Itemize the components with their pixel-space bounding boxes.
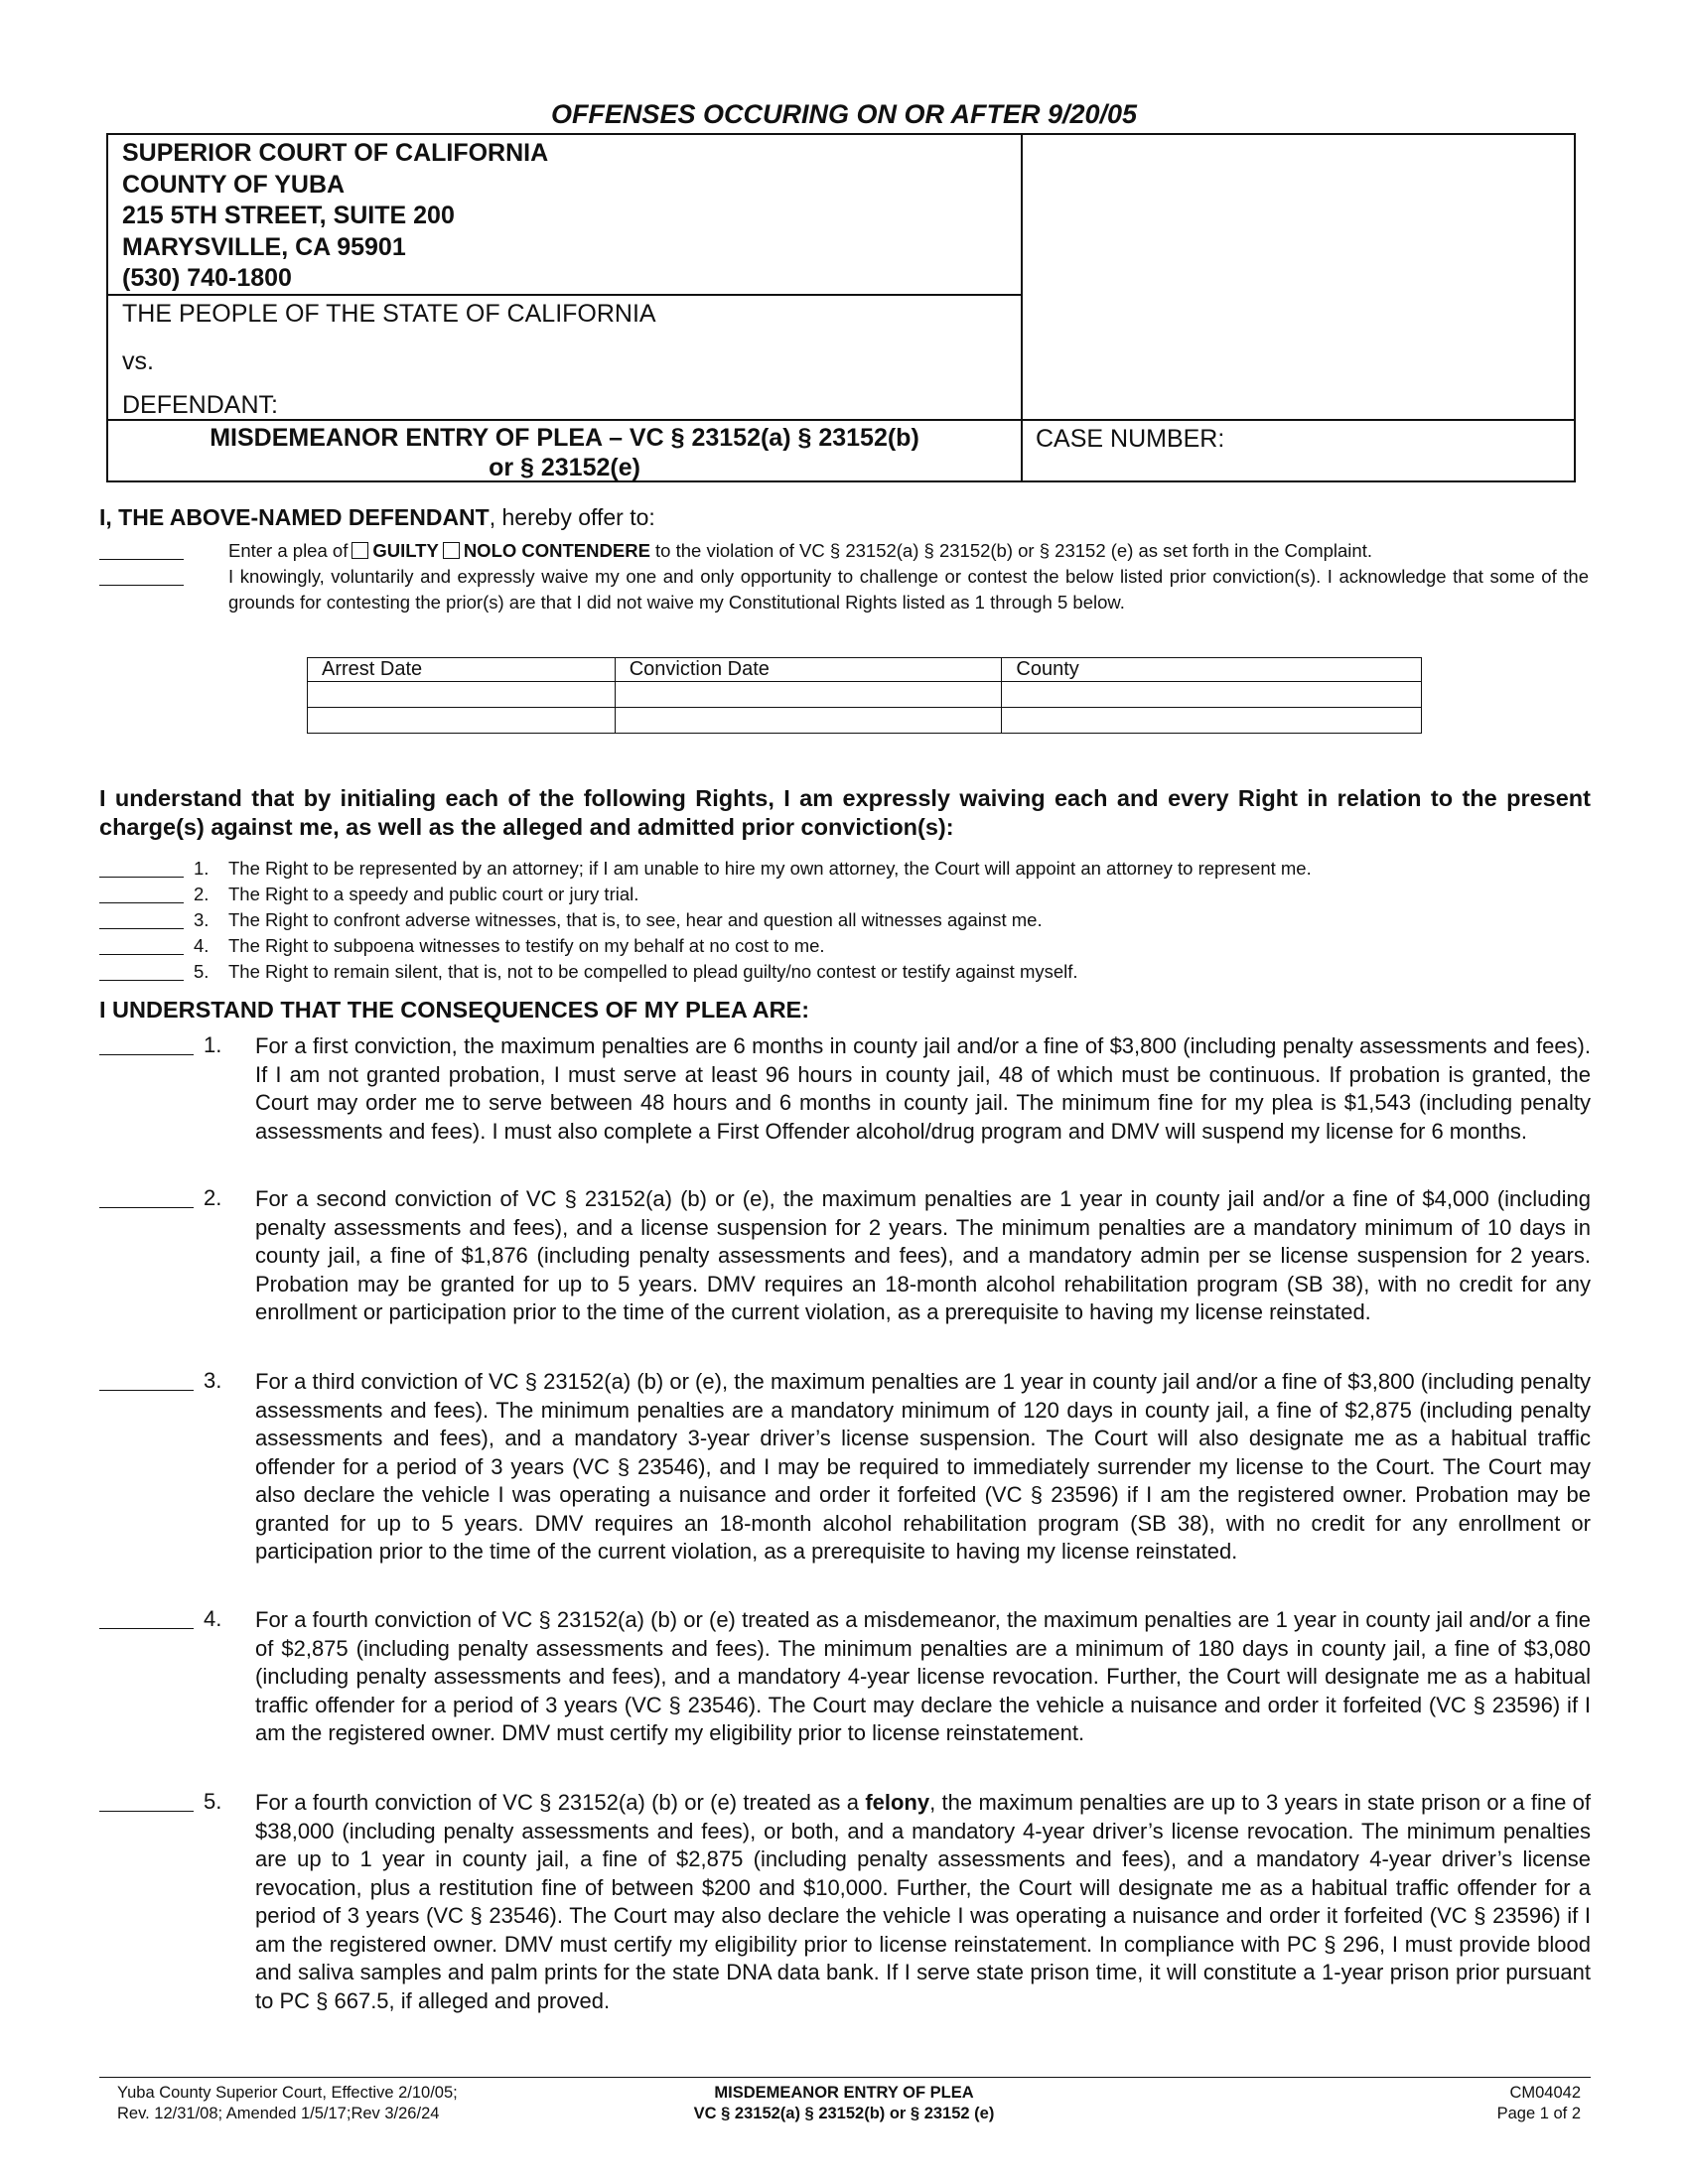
consequence-initial-blank[interactable]	[99, 1628, 194, 1629]
nolo-contendere-checkbox[interactable]	[443, 542, 460, 559]
right-item	[99, 884, 1609, 909]
form-title-line2: or § 23152(e)	[489, 454, 640, 481]
arrest-date-header: Arrest Date	[308, 658, 616, 682]
right-item	[99, 961, 1609, 987]
county-header: County	[1002, 658, 1422, 682]
arrest-date-cell[interactable]	[308, 708, 616, 734]
right-item	[99, 909, 1609, 935]
consequence-text: For a third conviction of VC § 23152(a) (b) or (e), the maximum penalties are 1 year in county jail and/or a fine of $3,800 (including penalty assessments and fees). The minimum penalties are a mandatory minimum of 120 days in county jail, a fine of $2,875 (including penalty assessments and fees), and a mandatory 3-year driver’s license suspension. The Court will also designate me as a habitual traffic offender for a period of 3 years (VC § 23546), and I may be required to immediately surrender my license to the Court. The Court may also declare the vehicle I was operating a nuisance and order it forfeited (VC § 23596) if I am the registered owner. Probation may be granted for up to 5 years. DMV requires an 18-month alcohol rehabilitation program (SB 38), with no credit for any enrollment or participation prior to the time of the current violation, as a prerequisite to having my license reinstated.	[255, 1369, 1591, 1564]
right-initial-blank[interactable]	[99, 980, 184, 981]
footer-form-id	[1497, 2083, 1581, 2124]
prior-waiver-statement: I knowingly, voluntarily and expressly waive my one and only opportunity to challenge or contest the below listed prior conviction(s). I acknowledge that some of the grounds for contesting the prior(s) are that I did not waive my Constitutional Rights listed as 1 through 5 below.	[228, 566, 1589, 613]
caption-box	[106, 133, 1576, 482]
consequences-heading: I UNDERSTAND THAT THE CONSEQUENCES OF MY PLEA ARE:	[99, 997, 810, 1023]
guilty-label: GUILTY	[372, 540, 439, 561]
table-row	[308, 708, 1422, 734]
offense-date-title: OFFENSES OCCURING ON OR AFTER 9/20/05	[550, 99, 1138, 129]
consequence-initial-blank[interactable]	[99, 1207, 194, 1208]
prior-convictions-table	[307, 657, 1422, 734]
right-item	[99, 935, 1609, 961]
form-title	[108, 423, 1021, 482]
consequence-text-a: For a fourth conviction of VC § 23152(a) (b) or (e) treated as a	[255, 1790, 866, 1815]
versus-label: vs.	[122, 347, 154, 375]
plaintiff-label: THE PEOPLE OF THE STATE OF CALIFORNIA	[122, 300, 656, 328]
intro-rest: , hereby offer to:	[489, 504, 655, 530]
right-text: The Right to subpoena witnesses to testify on my behalf at no cost to me.	[228, 935, 825, 956]
right-initial-blank[interactable]	[99, 954, 184, 955]
footer-form-title	[0, 2083, 1688, 2124]
right-initial-blank[interactable]	[99, 928, 184, 929]
court-street: 215 5TH STREET, SUITE 200	[122, 202, 455, 229]
right-number: 4.	[194, 935, 210, 956]
consequence-text-b: , the maximum penalties are up to 3 years in state prison or a fine of $38,000 (including penalty assessments and fees), or both, and a mandatory 4-year driver’s license revocation. The minimum penalties are up to 1 year in county jail, a fine of $2,875 (including penalty assessments and fees), and a mandatory 4-year driver’s license revocation, plus a restitution fine of between $200 and $10,000. Further, the Court will designate me as a habitual traffic offender for a period of 3 years (VC § 23546). The Court may also declare the vehicle I was operating a nuisance and order it forfeited (VC § 23596) if I am the registered owner. DMV must certify my eligibility prior to license reinstatement. In compliance with PC § 296, I must provide blood and saliva samples and palm prints for the state DNA data bank. If I serve state prison time, it will constitute a 1-year prison prior pursuant to PC § 667.5, if alleged and proved.	[255, 1790, 1591, 2013]
right-text: The Right to a speedy and public court or jury trial.	[228, 884, 639, 904]
table-row	[308, 682, 1422, 708]
consequence-number: 5.	[204, 1789, 222, 1814]
footer-center-line1: MISDEMEANOR ENTRY OF PLEA	[714, 2084, 974, 2102]
consequence-text: For a fourth conviction of VC § 23152(a) (b) or (e) treated as a misdemeanor, the maximum penalties are 1 year in county jail and/or a fine of $2,875 (including penalty assessments and fees). The minimum penalties are a minimum of 180 days in county jail, a fine of $3,080 (including penalty assessments and fees), and a mandatory 4-year license revocation. Further, the Court will designate me as a habitual traffic offender for a period of 3 years (VC § 23546). The Court may declare the vehicle a nuisance and order it forfeited (VC § 23596) if I am the registered owner. DMV must certify my eligibility prior to license reinstatement.	[255, 1607, 1591, 1745]
county-cell[interactable]	[1002, 682, 1422, 708]
county-cell[interactable]	[1002, 708, 1422, 734]
right-text: The Right to remain silent, that is, not to be compelled to plead guilty/no contest or testify against myself.	[228, 961, 1078, 982]
consequence-initial-blank[interactable]	[99, 1390, 194, 1391]
consequence-number: 4.	[204, 1606, 222, 1631]
consequence-initial-blank[interactable]	[99, 1811, 194, 1812]
footer-left-line2: Rev. 12/31/08; Amended 1/5/17;Rev 3/26/24	[117, 2105, 440, 2122]
consequence-number: 2.	[204, 1185, 222, 1210]
rights-list	[99, 858, 1609, 987]
conviction-date-header: Conviction Date	[615, 658, 1002, 682]
rights-heading: I understand that by initialing each of the following Rights, I am expressly waiving each and every Right in relation to the present charge(s) against me, as well as the alleged and admitted prior conviction(s):	[99, 785, 1591, 840]
court-phone: (530) 740-1800	[122, 264, 292, 292]
intro-bold: I, THE ABOVE-NAMED DEFENDANT	[99, 504, 490, 530]
right-number: 5.	[194, 961, 210, 982]
court-address	[122, 138, 548, 295]
footer-center-line2: VC § 23152(a) § 23152(b) or § 23152 (e)	[693, 2105, 995, 2122]
right-initial-blank[interactable]	[99, 902, 184, 903]
conviction-date-cell[interactable]	[615, 682, 1002, 708]
footer-divider	[99, 2077, 1591, 2078]
waiver-initial-blank[interactable]	[99, 585, 184, 586]
consequence-initial-blank[interactable]	[99, 1054, 194, 1055]
consequence-number: 1.	[204, 1032, 222, 1057]
case-number-label: CASE NUMBER:	[1036, 425, 1225, 453]
right-item	[99, 858, 1609, 884]
form-title-line1: MISDEMEANOR ENTRY OF PLEA – VC § 23152(a) § 23152(b)	[210, 424, 919, 452]
right-number: 1.	[194, 858, 210, 879]
plea-rest: to the violation of VC § 23152(a) § 23152(b) or § 23152 (e) as set forth in the Complaint.	[655, 540, 1372, 561]
plea-initial-blank[interactable]	[99, 559, 184, 560]
right-initial-blank[interactable]	[99, 877, 184, 878]
court-county: COUNTY OF YUBA	[122, 170, 346, 199]
right-number: 2.	[194, 884, 210, 904]
form-code: CM04042	[1509, 2084, 1581, 2102]
consequence-text	[255, 1789, 1591, 2015]
nolo-contendere-label: NOLO CONTENDERE	[463, 540, 650, 561]
guilty-checkbox[interactable]	[352, 542, 368, 559]
right-text: The Right to confront adverse witnesses, that is, to see, hear and question all witnesses against me.	[228, 909, 1043, 930]
right-text: The Right to be represented by an attorney; if I am unable to hire my own attorney, the Court will appoint an attorney to represent me.	[228, 858, 1312, 879]
caption-divider-vertical	[1021, 135, 1023, 480]
consequence-text: For a second conviction of VC § 23152(a) (b) or (e), the maximum penalties are 1 year in county jail and/or a fine of $4,000 (including penalty assessments and fees), and a license suspension for 2 years. The minimum penalties are a mandatory minimum of 10 days in county jail, a fine of $1,876 (including penalty assessments and fees), and a mandatory admin per se license suspension for 2 years. Probation may be granted for up to 5 years. DMV requires an 18-month alcohol rehabilitation program (SB 38), with no credit for any enrollment or participation prior to the time of the current violation, as a prerequisite to having my license reinstated.	[255, 1186, 1591, 1324]
arrest-date-cell[interactable]	[308, 682, 616, 708]
intro-statement	[99, 504, 655, 531]
caption-divider-title	[108, 419, 1574, 421]
plea-statement	[228, 538, 1589, 564]
consequence-text: For a first conviction, the maximum penalties are 6 months in county jail and/or a fine of $3,800 (including penalty assessments and fees). If I am not granted probation, I must serve at least 96 hours in county jail, 48 of which must be continuous. If probation is granted, the Court may order me to serve between 48 hours and 6 months in county jail. The minimum fine for my plea is $1,543 (including penalty assessments and fees). I must also complete a First Offender alcohol/drug program and DMV will suspend my license for 6 months.	[255, 1033, 1591, 1144]
right-number: 3.	[194, 909, 210, 930]
plea-enter-label: Enter a plea of	[228, 540, 349, 561]
page-number: Page 1 of 2	[1496, 2105, 1581, 2122]
conviction-date-cell[interactable]	[615, 708, 1002, 734]
defendant-label: DEFENDANT:	[122, 391, 278, 419]
court-name: SUPERIOR COURT OF CALIFORNIA	[122, 139, 549, 167]
table-header-row	[308, 658, 1422, 682]
footer-left-line1: Yuba County Superior Court, Effective 2/10/05;	[117, 2084, 458, 2102]
consequence-number: 3.	[204, 1368, 222, 1393]
court-city: MARYSVILLE, CA 95901	[122, 232, 406, 261]
felony-emphasis: felony	[865, 1790, 930, 1815]
